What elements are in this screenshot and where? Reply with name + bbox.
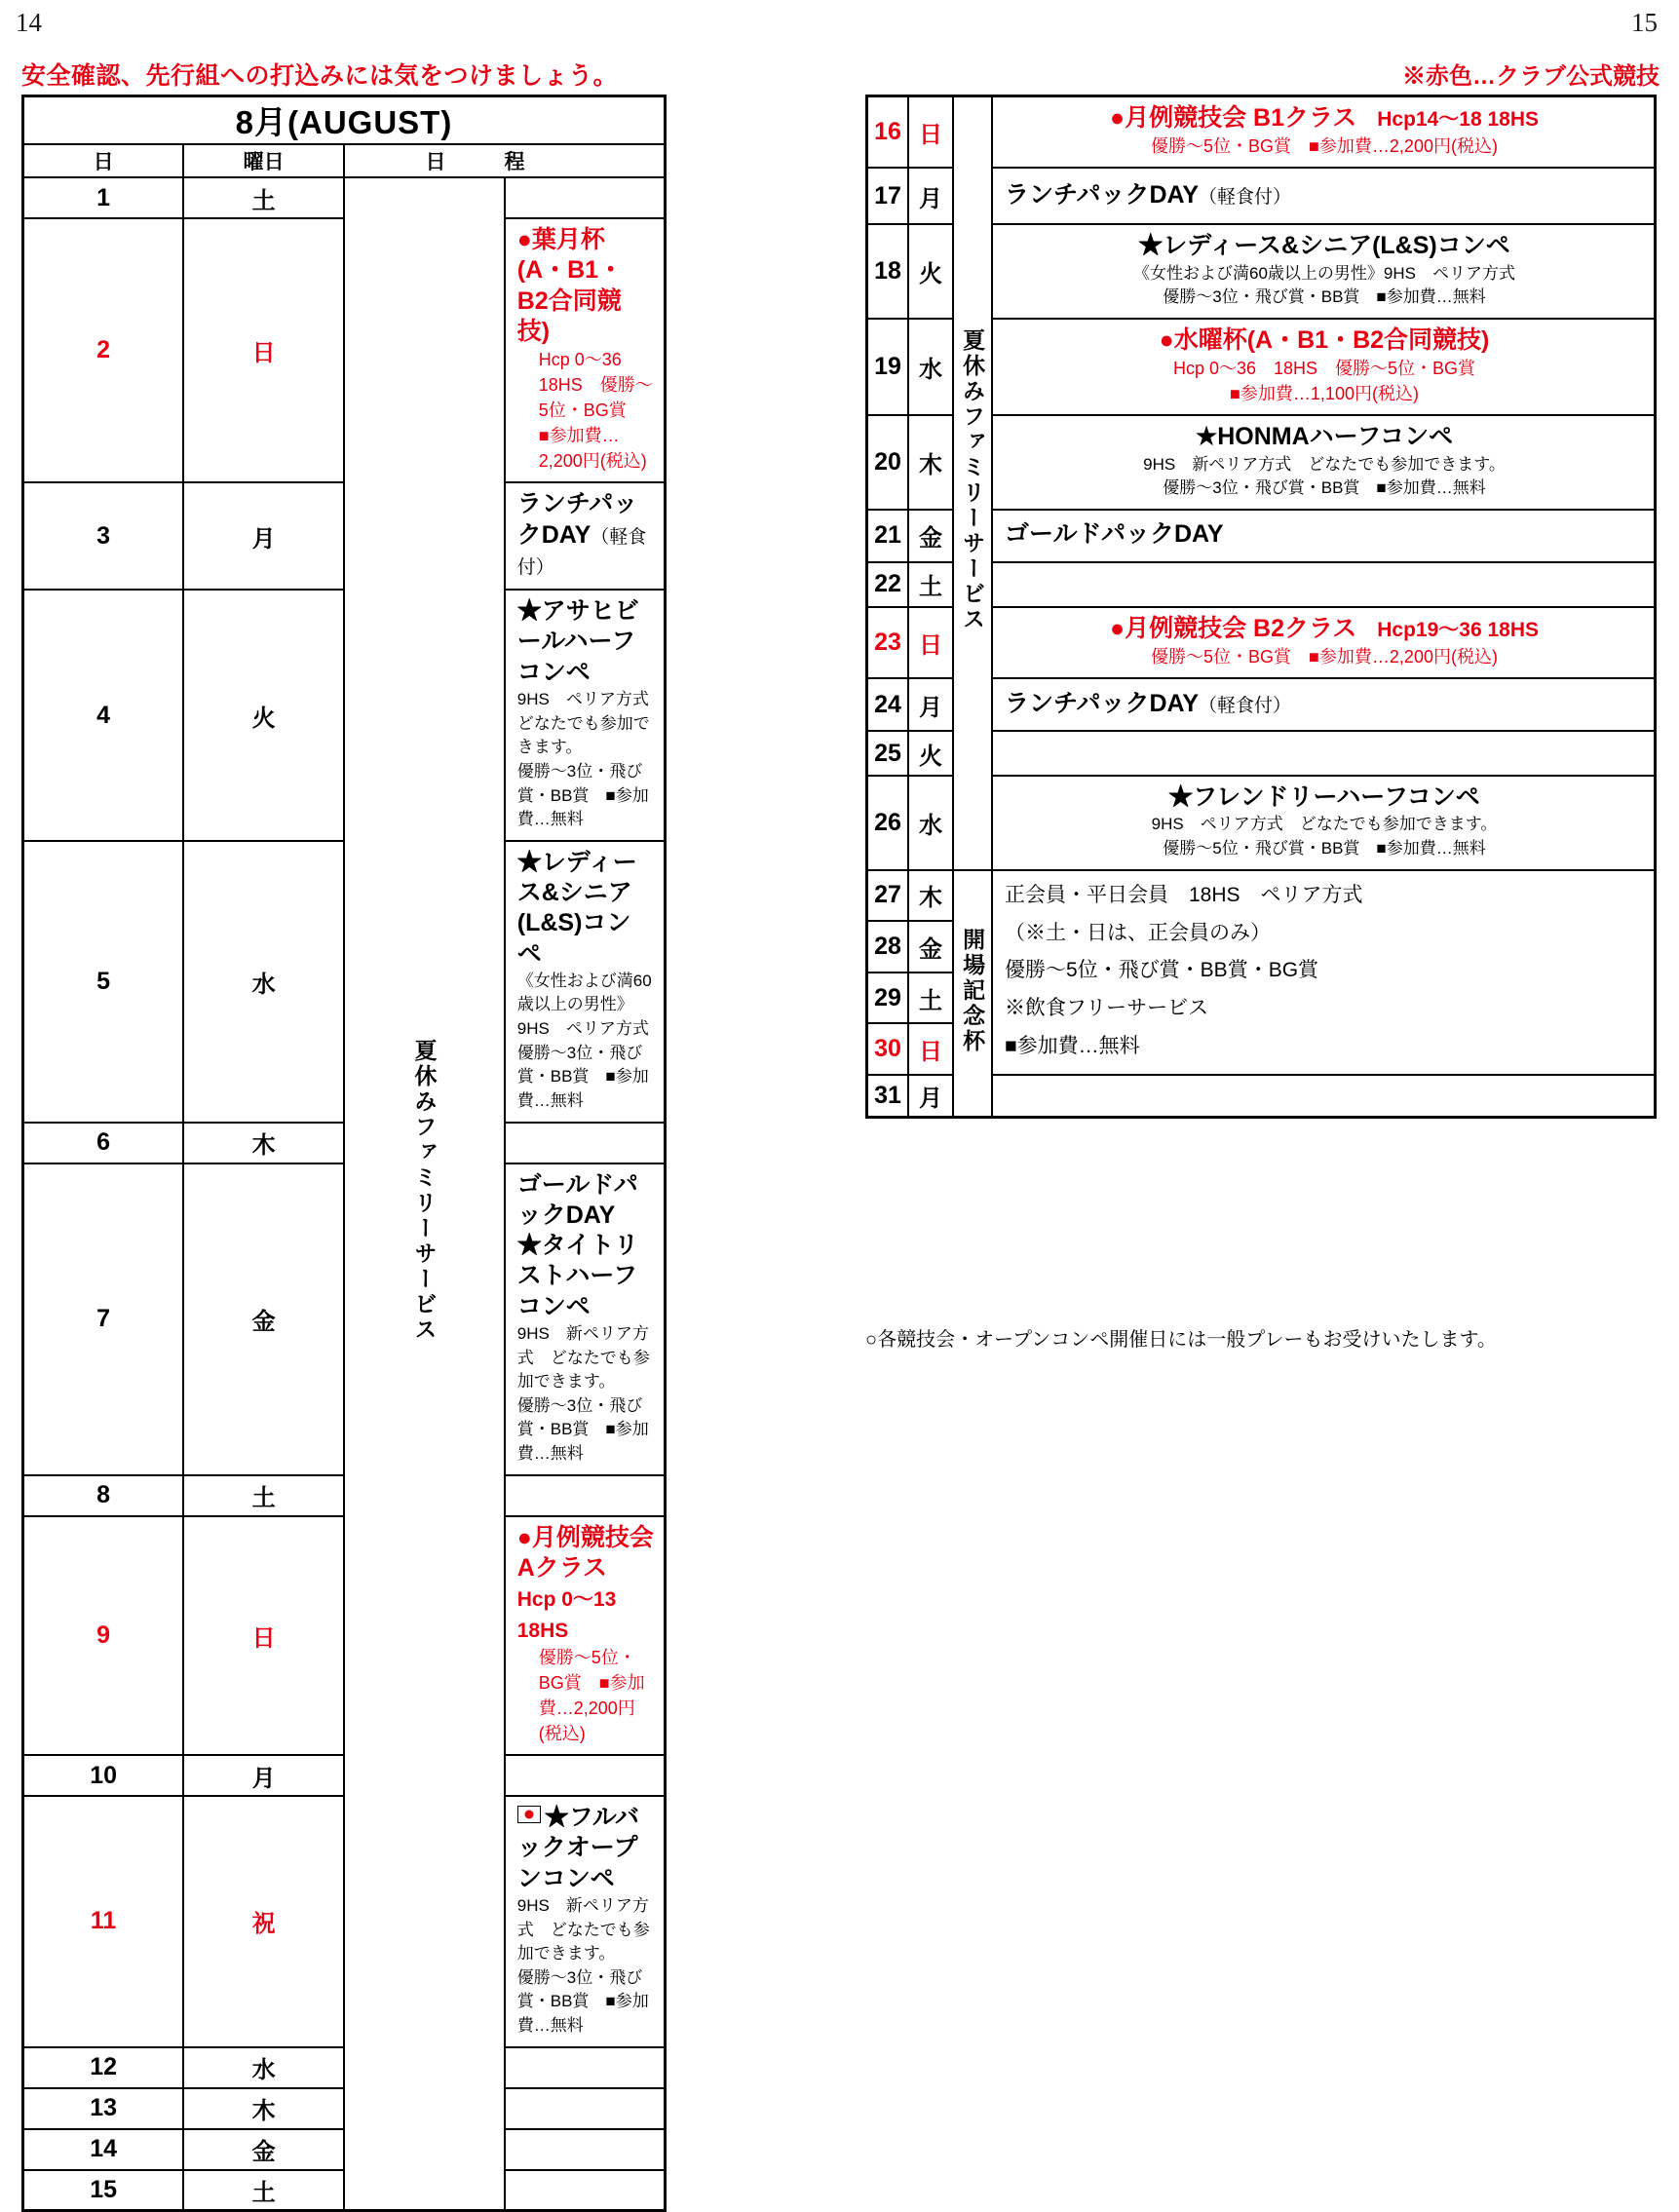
day-of-week: 金	[183, 2129, 344, 2170]
day-number: 9	[23, 1516, 184, 1755]
event-detail: 9HS ペリア方式 どなたでも参加できます。	[516, 689, 666, 757]
event-cell	[505, 2170, 666, 2211]
day-number: 7	[23, 1163, 184, 1475]
day-number: 29	[867, 973, 909, 1024]
event-title: ★レディース&シニア(L&S)コンペ	[516, 848, 637, 968]
day-number: 15	[23, 2170, 184, 2211]
day-number: 22	[867, 562, 909, 607]
anniversary-cup-label: 開場記念杯	[953, 870, 992, 1118]
event-title: ●月例競技会 Aクラス Hcp 0〜13 18HS	[516, 1523, 654, 1642]
day-number: 26	[867, 776, 909, 870]
event-title: ●月例競技会 B2クラス Hcp19〜36 18HS	[1109, 614, 1540, 642]
day-of-week: 土	[183, 1475, 344, 1516]
day-of-week: 火	[183, 590, 344, 841]
anniversary-line-5: ■参加費…無料	[1005, 1035, 1140, 1058]
page-number-left: 14	[16, 8, 42, 37]
event-fee: 優勝〜5位・BG賞 ■参加費…2,200円(税込)	[1151, 647, 1498, 667]
august-calendar-second-half	[865, 95, 1657, 1119]
event-cell	[505, 2047, 666, 2088]
day-of-week: 土	[908, 973, 953, 1024]
page-number-right: 15	[1631, 8, 1658, 37]
event-title-secondary: ★タイトリストハーフコンペ	[516, 1232, 639, 1320]
event-cell	[992, 607, 1656, 678]
day-of-week: 木	[908, 870, 953, 922]
event-title: ★HONMAハーフコンペ	[1195, 423, 1454, 451]
day-number: 4	[23, 590, 184, 841]
event-cell	[505, 1796, 666, 2047]
event-cell	[992, 96, 1656, 169]
day-number: 12	[23, 2047, 184, 2088]
day-number: 2	[23, 218, 184, 482]
event-detail: 9HS 新ペリア方式 どなたでも参加できます。	[1143, 454, 1506, 474]
day-number: 11	[23, 1796, 184, 2047]
event-detail: 《女性および満60歳以上の男性》9HS ペリア方式	[516, 971, 652, 1039]
day-number: 14	[23, 2129, 184, 2170]
japan-flag-icon	[517, 1806, 541, 1823]
event-title: ランチパックDAY（軽食付）	[1005, 689, 1292, 717]
event-cell	[505, 2129, 666, 2170]
day-of-week: 水	[183, 841, 344, 1123]
day-number: 21	[867, 510, 909, 562]
day-number: 1	[23, 177, 184, 218]
day-number: 10	[23, 1755, 184, 1796]
official-competition-legend: ※赤色…クラブ公式競技	[1402, 63, 1660, 90]
event-prizes: 優勝〜3位・飛び賞・BB賞 ■参加費…無料	[516, 1043, 649, 1111]
day-of-week: 日	[908, 96, 953, 169]
event-title: ★フルバックオープンコンペ	[516, 1804, 640, 1892]
event-cell	[992, 562, 1656, 607]
event-title: ランチパックDAY（軽食付）	[516, 490, 647, 578]
event-detail: Hcp 0〜36 18HS 優勝〜5位・BG賞	[1172, 359, 1476, 379]
day-of-week: 月	[908, 678, 953, 731]
day-of-week: 金	[183, 1163, 344, 1475]
event-title: ランチパックDAY（軽食付）	[1005, 180, 1292, 209]
event-cell	[992, 415, 1656, 510]
event-cell	[992, 678, 1656, 731]
day-number: 17	[867, 168, 909, 224]
anniversary-line-4: ※飲食フリーサービス	[1005, 997, 1209, 1020]
event-title: ゴールドパックDAY	[516, 1170, 638, 1229]
footnote: ○各競技会・オープンコンペ開催日には一般プレーもお受けいたします。	[865, 1329, 1497, 1351]
event-cell	[505, 482, 666, 590]
day-of-week: 木	[183, 1123, 344, 1163]
event-detail: 《女性および満60歳以上の男性》9HS ペリア方式	[1133, 263, 1515, 283]
day-number: 19	[867, 319, 909, 415]
day-number: 13	[23, 2088, 184, 2129]
event-fee: ■参加費…2,200円(税込)	[538, 426, 647, 472]
day-number: 5	[23, 841, 184, 1123]
day-of-week: 月	[183, 482, 344, 590]
event-title: ★レディース&シニア(L&S)コンペ	[1138, 232, 1510, 260]
header-program: 日程	[344, 144, 666, 177]
day-number: 27	[867, 870, 909, 922]
day-of-week: 土	[183, 2170, 344, 2211]
event-cell	[505, 1516, 666, 1755]
event-cell	[505, 1755, 666, 1796]
day-of-week: 日	[183, 1516, 344, 1755]
event-cell	[992, 319, 1656, 415]
event-detail: Hcp 0〜36 18HS 優勝〜5位・BG賞	[538, 350, 653, 421]
event-fee: 優勝〜5位・BG賞 ■参加費…2,200円(税込)	[538, 1647, 645, 1744]
event-prizes: 優勝〜5位・飛び賞・BB賞 ■参加費…無料	[1163, 839, 1486, 858]
event-title: ★フレンドリーハーフコンペ	[1168, 783, 1480, 812]
header-day: 日	[23, 144, 184, 177]
day-number: 23	[867, 607, 909, 678]
event-cell	[505, 590, 666, 841]
day-number: 18	[867, 224, 909, 319]
event-cell	[992, 224, 1656, 319]
day-of-week: 祝	[183, 1796, 344, 2047]
day-of-week: 月	[183, 1755, 344, 1796]
event-title: ●葉月杯(A・B1・B2合同競技)	[516, 226, 624, 345]
day-number: 6	[23, 1123, 184, 1163]
day-of-week: 火	[908, 224, 953, 319]
summer-family-service-label: 夏休みファミリーサービス	[344, 177, 505, 2211]
month-title: 8月(AUGUST)	[23, 96, 666, 145]
day-of-week: 月	[908, 1075, 953, 1118]
event-cell	[992, 776, 1656, 870]
event-cell	[505, 2088, 666, 2129]
event-prizes: 優勝〜3位・飛び賞・BB賞 ■参加費…無料	[1163, 478, 1486, 498]
day-of-week: 金	[908, 921, 953, 973]
event-prizes: 優勝〜3位・飛び賞・BB賞 ■参加費…無料	[1163, 287, 1486, 307]
day-of-week: 土	[183, 177, 344, 218]
day-of-week: 月	[908, 168, 953, 224]
day-number: 31	[867, 1075, 909, 1118]
anniversary-line-3: 優勝〜5位・飛び賞・BB賞・BG賞	[1005, 959, 1319, 982]
event-title: ●水曜杯(A・B1・B2合同競技)	[1159, 325, 1490, 354]
event-cell	[505, 841, 666, 1123]
day-of-week: 水	[183, 2047, 344, 2088]
day-of-week: 水	[908, 776, 953, 870]
day-number: 8	[23, 1475, 184, 1516]
day-number: 30	[867, 1023, 909, 1075]
event-title: ゴールドパックDAY	[1005, 520, 1224, 549]
event-detail: 9HS 新ペリア方式 どなたでも参加できます。	[516, 1323, 650, 1392]
day-number: 3	[23, 482, 184, 590]
day-of-week: 日	[183, 218, 344, 482]
event-cell	[505, 1163, 666, 1475]
day-number: 24	[867, 678, 909, 731]
event-prizes: 優勝〜3位・飛び賞・BB賞 ■参加費…無料	[516, 1395, 649, 1464]
event-cell	[505, 218, 666, 482]
event-title: ●月例競技会 B1クラス Hcp14〜18 18HS	[1109, 104, 1540, 132]
day-of-week: 日	[908, 607, 953, 678]
event-title: ★アサヒビールハーフコンペ	[516, 597, 639, 686]
day-of-week: 日	[908, 1023, 953, 1075]
event-detail: 9HS ペリア方式 どなたでも参加できます。	[1151, 815, 1498, 834]
event-cell	[992, 510, 1656, 562]
day-of-week: 土	[908, 562, 953, 607]
day-of-week: 水	[908, 319, 953, 415]
safety-notice: 安全確認、先行組への打込みには気をつけましょう。	[21, 62, 619, 90]
anniversary-line-2: （※土・日は、正会員のみ）	[1005, 921, 1271, 944]
event-prizes: 優勝〜3位・飛び賞・BB賞 ■参加費…無料	[516, 761, 649, 829]
anniversary-cup-details	[992, 870, 1656, 1075]
event-detail: 9HS 新ペリア方式 どなたでも参加できます。	[516, 1895, 650, 1964]
summer-family-service-label: 夏休みファミリーサービス	[953, 96, 992, 870]
august-calendar-first-half	[21, 95, 667, 2212]
day-of-week: 金	[908, 510, 953, 562]
day-of-week: 木	[908, 415, 953, 510]
day-number: 20	[867, 415, 909, 510]
event-fee: ■参加費…1,100円(税込)	[1230, 384, 1419, 404]
event-cell	[992, 731, 1656, 776]
event-cell	[505, 1123, 666, 1163]
event-cell	[992, 168, 1656, 224]
anniversary-line-1: 正会員・平日会員 18HS ペリア方式	[1005, 883, 1363, 906]
event-prizes: 優勝〜3位・飛び賞・BB賞 ■参加費…無料	[516, 1967, 649, 2036]
day-of-week: 火	[908, 731, 953, 776]
event-cell	[505, 177, 666, 218]
day-number: 25	[867, 731, 909, 776]
event-fee: 優勝〜5位・BG賞 ■参加費…2,200円(税込)	[1151, 136, 1498, 157]
event-cell	[992, 1075, 1656, 1118]
header-dow: 曜日	[183, 144, 344, 177]
event-cell	[505, 1475, 666, 1516]
day-of-week: 木	[183, 2088, 344, 2129]
day-number: 28	[867, 921, 909, 973]
day-number: 16	[867, 96, 909, 169]
